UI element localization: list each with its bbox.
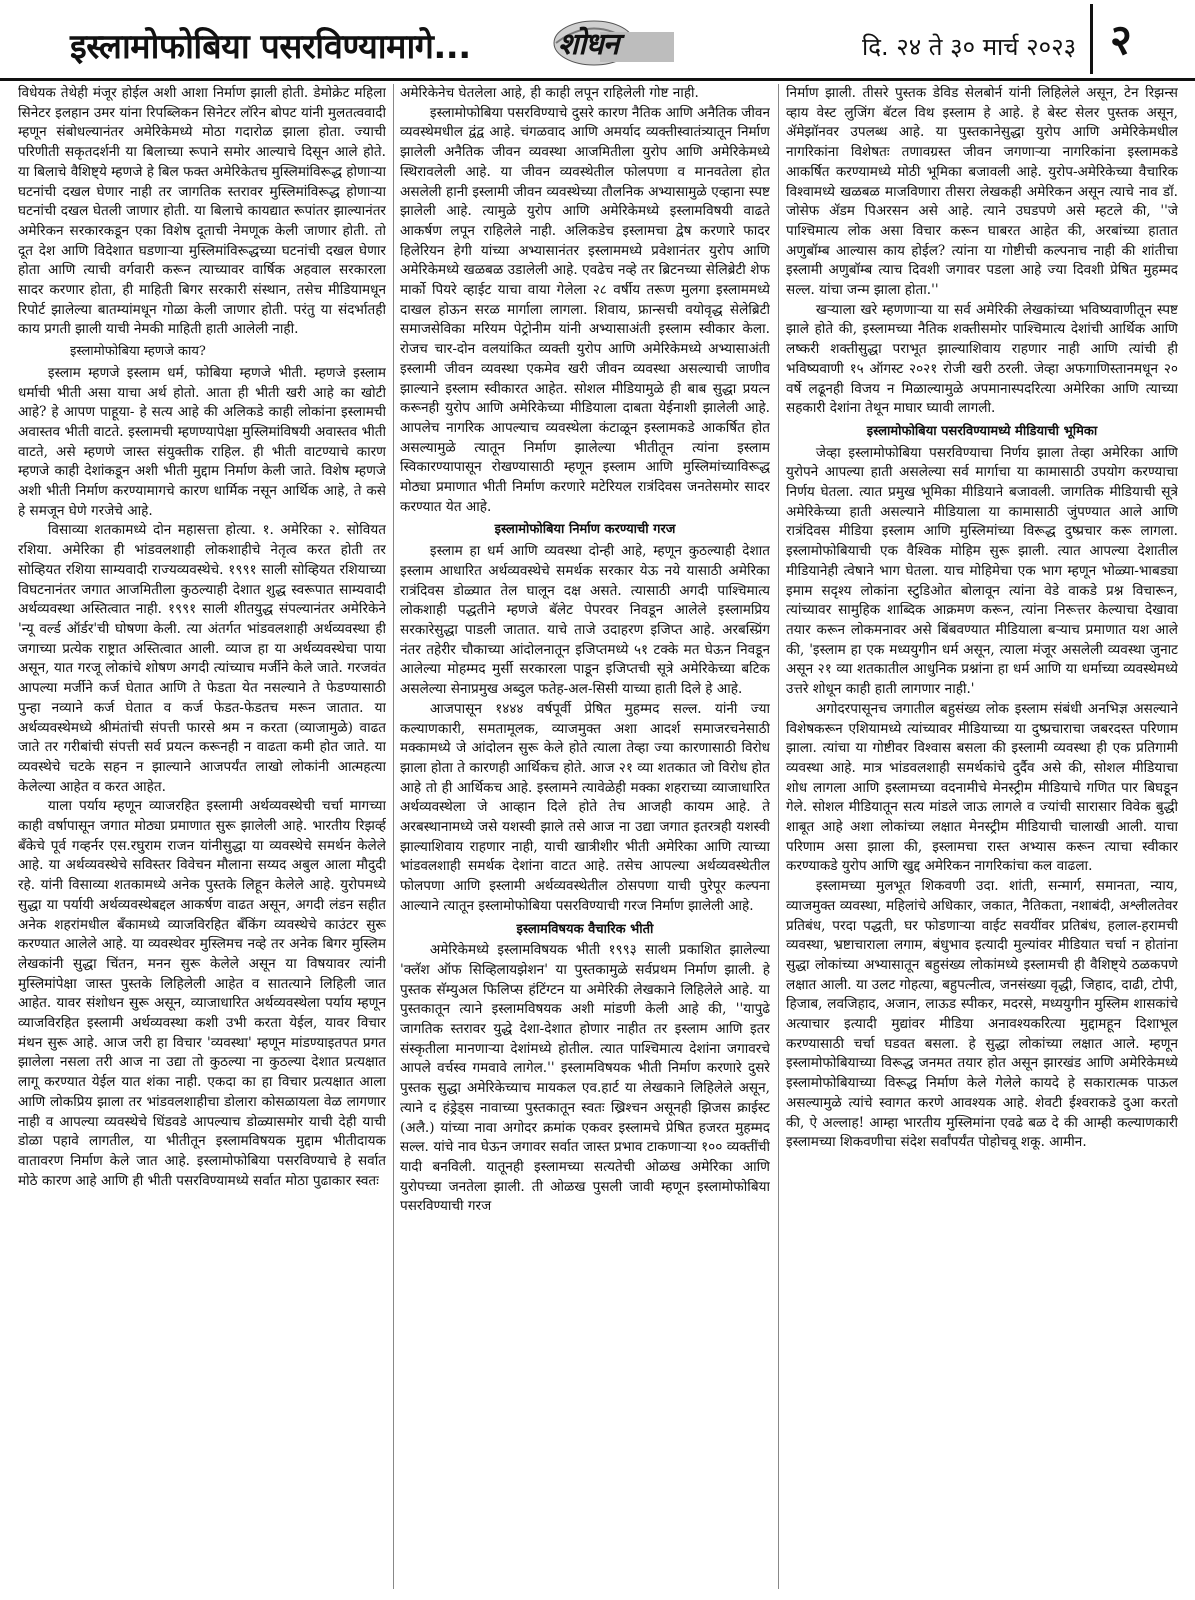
paragraph: इस्लामच्या मुलभूत शिकवणी उदा. शांती, सन्मार्ग, समानता, न्याय, व्याजमुक्त व्यवस्था, महिलांचे अधिकार, जकात, नैतिकता, नशाबंदी, अश्लीलतेवर प्रतिबंध, परदा पद्धती, घर फोडणाऱ्या वाईट सवयींवर प्रतिबंध, हलाल-हरामची व्यवस्था, भ्रष्टाचाराला लगाम, बंधुभाव इत्यादी मुल्यांवर मीडियात चर्चा न होतांना सुद्धा लोकांच्या अभ्यासातून बहुसंख्य लोकांमध्ये इस्लामची ही वैशिष्ट्ये ठळकपणे लक्षात आली. या उलट गोहत्या, बहुपत्नीत्व, जनसंख्या वृद्धी, जिहाद, दाढी, टोपी, हिजाब, लवजिहाद, अजान, लाऊड स्पीकर, मदरसे, मध्ययुगीन मुस्लिम शासकांचे अत्याचार इत्यादी मुद्यांवर मीडिया अनावश्यकरित्या मुद्दामहून दिशाभूल करण्यासाठी चर्चा घडवत बसला. हे सुद्धा लोकांच्या लक्षात आले. म्हणून इस्लामोफोबियाच्या विरूद्ध जनमत तयार होत असून झारखंड आणि अमेरिकेमध्ये इस्लामोफोबियाच्या विरूद्ध निर्माण केले गेलेले कायदे हे सकारात्मक पाऊल असल्यामुळे त्यांचे स्वागत करणे आवश्यक आहे. शेवटी ईश्वराकडे दुआ करतो की, ऐ अल्लाह! आम्हा भारतीय मुस्लिमांना एवढे बळ दे की आम्ही कल्याणकारी इस्लामच्या शिकवणीचा संदेश सर्वांपर्यंत पोहोचवू शकू. आमीन. (786, 878, 1178, 1151)
header-divider (1090, 4, 1093, 74)
article-column-2 (400, 84, 770, 1589)
page-number: २ (1110, 15, 1132, 64)
paragraph: आजपासून १४४४ वर्षपूर्वी प्रेषित मुहम्मद सल्ल. यांनी ज्या कल्याणकारी, समतामूलक, व्याजमुक्त अशा आदर्श समाजरचनेसाठी मक्कामध्ये जे आंदोलन सुरू केले होते त्याला तेव्हा ज्या कारणासाठी विरोध झाला होता ते कारणही आर्थिकच होते. आज २१ व्या शतकात जो विरोध होत आहे तो ही आर्थिकच आहे. इस्लामने त्यावेळेही मक्का शहराच्या व्याजाधारित अर्थव्यवस्थेला जे आव्हान दिले होते तेच आजही कायम आहे. ते अरबस्थानामध्ये जसे यशस्वी झाले तसे आज ना उद्या जगात इतरत्रही यशस्वी झाल्याशिवाय राहणार नाही, याची खात्रीशीर भीती अमेरिका आणि त्याच्या भांडवलशाही समर्थक देशांना वाटत आहे. तसेच आपल्या अर्थव्यवस्थेतील फोलपणा आणि इस्लामी अर्थव्यवस्थेतील ठोसपणा याची पुरेपूर कल्पना आल्याने त्यातून इस्लामोफोबिया पसरविण्याची गरज निर्माण झालेली आहे. (400, 700, 770, 914)
headline: इस्लामोफोबिया पसरविण्यामागे... (70, 27, 471, 67)
page-header (0, 0, 1195, 81)
paragraph: अमेरिकेनेच घेतलेला आहे, ही काही लपून राहिलेली गोष्ट नाही. (400, 85, 699, 101)
section-heading: इस्लामविषयक वैचारिक भीती (516, 921, 654, 937)
paragraph: इस्लाम म्हणजे इस्लाम धर्म, फोबिया म्हणजे भीती. म्हणजे इस्लाम धर्माची भीती असा याचा अर्थ होतो. आता ही भीती खरी आहे का खोटी आहे? हे आपण पाहूया- हे सत्य आहे की अलिकडे काही लोकांना इस्लामची अवास्तव भीती वाटते. इस्लामची म्हणण्यापेक्षा मुस्लिमांविषयी अवास्तव भीती वाटते, असे म्हणणे जास्त संयुक्तीक राहिल. ही भीती वाटण्याचे कारण म्हणजे काही देशांकडून अशी भीती मुद्दाम निर्माण केली जाते. विशेष म्हणजे अशी भीती निर्माण करण्यामागचे कारण धार्मिक नसून आर्थिक आहे, ते कसे हे समजून घेणे गरजेचे आहे. (18, 364, 386, 519)
paragraph: विधेयक तेथेही मंजूर होईल अशी आशा निर्माण झाली होती. डेमोक्रेट महिला सिनेटर इलहान उमर यांना रिपब्लिकन सिनेटर लॉरेन बोपट यांनी मुलतत्ववादी म्हणून संबोधल्यानंतर अमेरिकेमध्ये मोठा गदारोळ झाला होता. ज्याची परिणीती सकृतदर्शनी या बिलाच्या रूपाने समोर आल्याचे दिसून आले होते. या बिलाचे वैशिष्ट्ये म्हणजे हे बिल फक्त अमेरिकेतच मुस्लिमांविरूद्ध होणाऱ्या घटनांची दखल घेणार नाही तर जागतिक स्तरावर मुस्लिमांविरूद्ध होणाऱ्या घटनांची दखल घेतली जाणार होती. या बिलाचे कायद्यात रूपांतर झाल्यानंतर अमेरिकन सरकारकडून एका विशेष दूताची नेमणूक केली जाणार होती. तो दूत देश आणि विदेशात घडणाऱ्या मुस्लिमांविरूद्धच्या घटनांची दखल घेणार होता आणि त्याची वर्गवारी करून त्याच्यावर वार्षिक अहवाल सरकारला सादर करणार होता, ही माहिती बिगर सरकारी संस्थान, तसेच मीडियामधून रिपोर्ट झालेल्या बातम्यांमधून गोळा केली जाणार होती. परंतु या संदर्भातही काय प्रगती झाली याची नेमकी माहिती हाती आलेली नाही. (18, 85, 386, 338)
paragraph: निर्माण झाली. तीसरे पुस्तक डेविड सेलबोर्न यांनी लिहिलेले असून, टेन रिझन्स व्हाय वेस्ट लुजिंग बॅटल विथ इस्लाम हे आहे. हे बेस्ट सेलर पुस्तक असून, ॲमेझॉनवर उपलब्ध आहे. या पुस्तकानेसुद्धा युरोप आणि अमेरिकेमधील नागरिकांना विशेषतः तणावग्रस्त जीवन जगणाऱ्या नागरिकांना इस्लामकडे आकर्षित करण्यामध्ये मोठी भूमिका बजावली आहे. युरोप-अमेरिकेच्या वैचारिक विश्वामध्ये खळबळ माजविणारा तीसरा लेखकही अमेरिकन असून त्याचे नाव डॉ. जोसेफ ॲडम पिअरसन असे आहे. त्याने उघडपणे असे म्हटले की, ''जे पाश्चिमात्य लोक असा विचार करून घाबरत आहेत की, अरबांच्या हातात अणुबॉम्ब आल्यास काय होईल? त्यांना या गोष्टीची कल्पनाच नाही की शांतीचा इस्लामी अणुबॉम्ब त्याच दिवशी जगावर पडला आहे ज्या दिवशी प्रेषित मुहम्मद सल्ल. यांचा जन्म झाला होता.'' (786, 85, 1178, 299)
article-column-3 (786, 84, 1178, 1589)
section-heading: इस्लामोफोबिया पसरविण्यामध्ये मीडियाची भूमिका (866, 423, 1098, 439)
paragraph: इस्लाम हा धर्म आणि व्यवस्था दोन्ही आहे, म्हणून कुठल्याही देशात इस्लाम आधारित अर्थव्यवस्थेचे समर्थक सरकार येऊ नये यासाठी अमेरिका रात्रंदिवस डोळ्यात तेल घालून दक्ष असते. त्यासाठी अगदी पाश्चिमात्य लोकशाही पद्धतीने म्हणजे बॅलेट पेपरवर निवडून आलेले इस्लामप्रिय सरकारेसुद्धा पाडली जातात. याचे ताजे उदाहरण इजिप्त आहे. अरबस्प्रिंग नंतर तहेरीर चौकाच्या आंदोलनातून इजिप्तमध्ये ५१ टक्के मत घेऊन निवडून आलेल्या मोहम्मद मुर्सी सरकारला पाडून इजिप्तची सूत्रे अमेरिकेच्या बटिक असलेल्या सेनाप्रमुख अब्दुल फतेह-अल-सिसी याच्या हाती दिले हे आहे. (400, 543, 770, 698)
logo-text: शोधन (558, 27, 619, 62)
paragraph: खऱ्याला खरे म्हणणाऱ्या या सर्व अमेरिकी लेखकांच्या भविष्यवाणीतून स्पष्ट झाले होते की, इस्लामच्या नैतिक शक्तीसमोर पाश्चिमात्य देशांची आर्थिक आणि लष्करी शक्तीसुद्धा पराभूत झाल्याशिवाय राहणार नाही आणि त्यांची ही भविष्यवाणी १५ ऑगस्ट २०२१ रोजी खरी ठरली. जेव्हा अफगाणिस्तानमधून २० वर्षे लढूनही विजय न मिळाल्यामुळे अपमानास्पदरित्या अमेरिका आणि त्याच्या सहकारी देशांना तेथून माघार घ्यावी लागली. (786, 301, 1178, 417)
paragraph: विसाव्या शतकामध्ये दोन महासत्ता होत्या. १. अमेरिका २. सोवियत रशिया. अमेरिका ही भांडवलशाही लोकशाहीचे नेतृत्व करत होती तर सोव्हियत रशिया साम्यवादी राज्यव्यवस्थेचे. १९९१ साली सोव्हियत रशियाच्या विघटनानंतर जगात आजमितीला कुठल्याही देशात शुद्ध स्वरूपात साम्यवादी अर्थव्यवस्था अस्तित्वात नाही. १९९१ साली शीतयुद्ध संपल्यानंतर अमेरिकेने 'न्यू वर्ल्ड ऑर्डर'ची घोषणा केली. त्या अंतर्गत भांडवलशाही अर्थव्यवस्था ही जगाच्या प्रत्येक राष्ट्रात अस्तित्वात आली. व्याज हा या अर्थव्यवस्थेचा पाया असून, यात गरजू लोकांचे शोषण अगदी त्यांच्याच मर्जीने केले जाते. गरजवंत आपल्या मर्जीने कर्ज घेतात आणि ते फेडता येत नसल्याने ते फेडण्यासाठी पुन्हा नव्याने कर्ज घेतात व कर्ज फेडत-फेडतच मरून जातात. या अर्थव्यवस्थेमध्ये श्रीमंतांची संपत्ती फारसे श्रम न करता (व्याजामुळे) वाढत जाते तर गरीबांची संपत्ती सर्व प्रयत्न करूनही न वाढता कमी होत जाते. या व्यवस्थेचे चटके सहन न झाल्याने आजपर्यंत लाखो लोकांनी आत्महत्या केलेल्या आहेत व करत आहेत. (18, 522, 386, 795)
article-column-1 (18, 84, 386, 1589)
paragraph: अमेरिकेमध्ये इस्लामविषयक भीती १९९३ साली प्रकाशित झालेल्या 'क्लॅश ऑफ सिव्हिलायझेशन' या पुस्तकामुळे सर्वप्रथम निर्माण झाली. हे पुस्तक सॅम्युअल फिलिप्स हंटिंग्टन या अमेरिकी लेखकाने लिहिलेले आहे. या पुस्तकातून त्याने इस्लामविषयक अशी मांडणी केली आहे की, ''यापुढे जागतिक स्तरावर युद्धे देशा-देशात होणार नाहीत तर इस्लाम आणि इतर संस्कृतीला मानणाऱ्या देशांमध्ये होतील. त्यात पाश्चिमात्य देशांना जगावरचे आपले वर्चस्व गमवावे लागेल.'' इस्लामविषयक भीती निर्माण करणारे दुसरे पुस्तक सुद्धा अमेरिकेच्याच मायकल एव.हार्ट या लेखकाने लिहिलेले असून, त्याने द हंड्रेड्स नावाच्या पुस्तकातून स्वतः ख्रिश्चन असूनही झिजस क्राईस्ट (अलै.) यांच्या नावा अगोदर क्रमांक एकवर इस्लामचे प्रेषित हजरत मुहम्मद सल्ल. यांचे नाव घेऊन जगावर सर्वात जास्त प्रभाव टाकणाऱ्या १०० व्यक्तींची यादी बनविली. यातूनही इस्लामच्या सत्यतेची ओळख अमेरिका आणि युरोपच्या जनतेला झाली. ती ओळख पुसली जावी म्हणून इस्लामोफोबिया पसरविण्याची गरज (400, 942, 770, 1215)
publication-logo (548, 16, 678, 70)
column-rule (778, 84, 779, 1589)
paragraph: इस्लामोफोबिया पसरविण्याचे दुसरे कारण नैतिक आणि अनैतिक जीवन व्यवस्थेमधील द्वंद्व आहे. चंगळवाद आणि अमर्याद व्यक्तीस्वातंत्र्यातून निर्माण झालेली अनैतिक जीवन व्यवस्था आजमितीला युरोप आणि अमेरिकेमध्ये स्थिरावलेली आहे. या जीवन व्यवस्थेतील फोलपणा व मानवतेला होत असलेली हानी इस्लामी जीवन व्यवस्थेच्या तौलनिक अभ्यासामुळे एव्हाना स्पष्ट झालेली आहे. त्यामुळे युरोप आणि अमेरिकेमध्ये इस्लामविषयी वाढते आकर्षण लपून राहिलेले नाही. अलिकडेच इस्लामचा द्वेष करणारे फादर हिलेरियन हेगी यांच्या अभ्यासानंतर इस्लाममध्ये प्रवेशानंतर युरोप आणि अमेरिकेमध्ये खळबळ उडालेली आहे. एवढेच नव्हे तर ब्रिटनच्या सेलिब्रेटी शेफ मार्को पियरे व्हाईट याचा वाया गेलेला २८ वर्षीय तरूण मुलगा इस्लाममध्ये दाखल होऊन सरळ मार्गाला लागला. शिवाय, फ्रान्सची वयोवृद्ध सेलेब्रिटी समाजसेविका मरियम पेट्रोनीम यांनी अभ्यासाअंती इस्लाम स्वीकार केला. रोजच चार-दोन वलयांकित व्यक्ती युरोप आणि अमेरिकेमध्ये अभ्यासाअंती इस्लामी जीवन व्यवस्था एकमेव खरी जीवन व्यवस्था असल्याची जाणीव झाल्याने इस्लाम स्वीकारत आहेत. सोशल मीडियामुळे ही बाब सुद्धा प्रयत्न करूनही युरोप आणि अमेरिकेच्या मीडियाला दाबता येईनाशी झालेली आहे. आपलेच नागरिक आपल्याच व्यवस्थेला कंटाळून इस्लामकडे आकर्षित होत असल्यामुळे त्यातून निर्माण झालेल्या भीतीतून त्यांना इस्लाम स्विकारण्यापासून रोखण्यासाठी म्हणून इस्लाम आणि मुस्लिमांच्याविरूद्ध मोठ्या प्रमाणात भीती निर्माण करणारे मटेरियल रात्रंदिवस जनतेसमोर सादर करण्यात येत आहे. (400, 104, 770, 515)
paragraph: जेव्हा इस्लामोफोबिया पसरविण्याचा निर्णय झाला तेव्हा अमेरिका आणि युरोपने आपल्या हाती असलेल्या सर्व मार्गाचा या कामासाठी उपयोग करण्याचा निर्णय घेतला. त्यात प्रमुख भूमिका मीडियाने बजावली. जागतिक मीडियाची सूत्रे अमेरिकेच्या हाती असल्याने मीडियाला या कामासाठी जुंपण्यात आले आणि रात्रंदिवस मीडिया इस्लाम आणि मुस्लिमांच्या विरूद्ध दुष्प्रचार करू लागला. इस्लामोफोबियाची एक वैश्विक मोहिम सुरू झाली. त्यात आपल्या देशातील मीडियानेही त्वेषाने भाग घेतला. याच मोहिमेचा एक भाग म्हणून भोळ्या-भाबड्या इमाम सदृश्य लोकांना स्टुडिओत बोलावून त्यांना वेडे वाकडे प्रश्न विचारून, त्यांच्यावर सामुहिक शाब्दिक आक्रमण करून, त्यांना निरूत्तर केल्याचा देखावा तयार करून लोकमनावर असे बिंबवण्यात मीडियाला बऱ्याच प्रमाणात यश आले की, 'इस्लाम हा एक मध्ययुगीन धर्म असून, त्याला मंजूर असलेली व्यवस्था जुनाट असून २१ व्या शतकातील आधुनिक प्रश्नांना हा धर्म आणि या धर्माच्या व्यवस्थेमध्ये उत्तरे शोधून काही हाती लागणार नाही.' (786, 444, 1178, 698)
section-heading: इस्लामोफोबिया म्हणजे काय? (70, 344, 206, 360)
paragraph: याला पर्याय म्हणून व्याजरहित इस्लामी अर्थव्यवस्थेची चर्चा मागच्या काही वर्षापासून जगात मोठ्या प्रमाणात सुरू झालेली आहे. भारतीय रिझर्व्ह बँकेचे पूर्व गव्हर्नर एस.रघुराम राजन यांनीसुद्धा या व्यवस्थेचे समर्थन केलेले आहे. या अर्थव्यवस्थेचे सविस्तर विवेचन मौलाना सय्यद अबुल आला मौदुदी रहे. यांनी विसाव्या शतकामध्ये अनेक पुस्तके लिहून केलेले आहे. युरोपमध्ये सुद्धा या पर्यायी अर्थव्यवस्थेबद्दल आकर्षण वाढत असून, अगदी लंडन सहीत अनेक शहरांमधील बँकामध्ये व्याजविरहित बँकिंग व्यवस्थेचे काउंटर सुरू करण्यात आलेले आहे. या व्यवस्थेवर मुस्लिमच नव्हे तर अनेक बिगर मुस्लिम लेखकांनी सुद्धा चिंतन, मनन सुरू केलेले असून या विषयावर त्यांनी मुस्लिमांपेक्षा जास्त पुस्तके लिहिलेली आहेत व सातत्याने लिहिली जात आहेत. यावर संशोधन सुरू असून, व्याजाधारित अर्थव्यवस्थेला पर्याय म्हणून व्याजविरहित इस्लामी अर्थव्यवस्था कशी उभी करता येईल, यावर विचार मंथन सुरू आहे. आज जरी हा विचार 'व्यवस्था' म्हणून मांडण्याइतपत प्रगत झालेला नसला तरी आज ना उद्या तो कुठल्या ना कुठल्या देशात प्रत्यक्षात लागू करण्यात येईल यात शंका नाही. एकदा का हा विचार प्रत्यक्षात आला आणि लोकप्रिय झाला तर भांडवलशाहीचा डोलारा कोसळायला वेळ लागणार नाही व आपल्या व्यवस्थेचे धिंडवडे आपल्याच डोळ्यासमोर याची देही याची डोळा पहावे लागतील, या भीतीतून इस्लामविषयक मुद्दाम भीतीदायक वातावरण निर्माण केले जात आहे. इस्लामोफोबिया पसरविण्याचे हे सर्वात मोठे कारण आहे आणि ही भीती पसरविण्यामध्ये सर्वात मोठा पुढाकार स्वतः (18, 798, 386, 1189)
section-heading: इस्लामोफोबिया निर्माण करण्याची गरज (494, 522, 676, 538)
paragraph: अगोदरपासूनच जगातील बहुसंख्य लोक इस्लाम संबंधी अनभिज्ञ असल्याने विशेषकरून एशियामध्ये त्यांच्यावर मीडियाच्या या दुष्प्रचाराचा जबरदस्त परिणाम झाला. त्यांचा या गोष्टीवर विश्वास बसला की इस्लामी व्यवस्था ही एक प्रतिगामी व्यवस्था आहे. मात्र भांडवलशाही समर्थकांचे दुर्दैव असे की, सोशल मीडियाचा शोध लागला आणि इस्लामच्या वदनामीचे मेनस्ट्रीम मीडियाचे गणित पार बिघडून गेले. सोशल मीडियातून सत्य मांडले जाऊ लागले व ज्यांची सारासार विवेक बुद्धी शाबूत आहे अशा लोकांच्या लक्षात मेनस्ट्रीम मीडियाची चालाखी आली. याचा परिणाम असा झाला की, इस्लामचा रास्त अभ्यास करून त्याचा स्वीकार करण्याकडे युरोप आणि खुद्द अमेरिकन नागरिकांचा कल वाढला. (786, 700, 1178, 875)
column-rule (393, 84, 394, 1589)
issue-date: दि. २४ ते ३० मार्च २०२३ (862, 33, 1077, 61)
